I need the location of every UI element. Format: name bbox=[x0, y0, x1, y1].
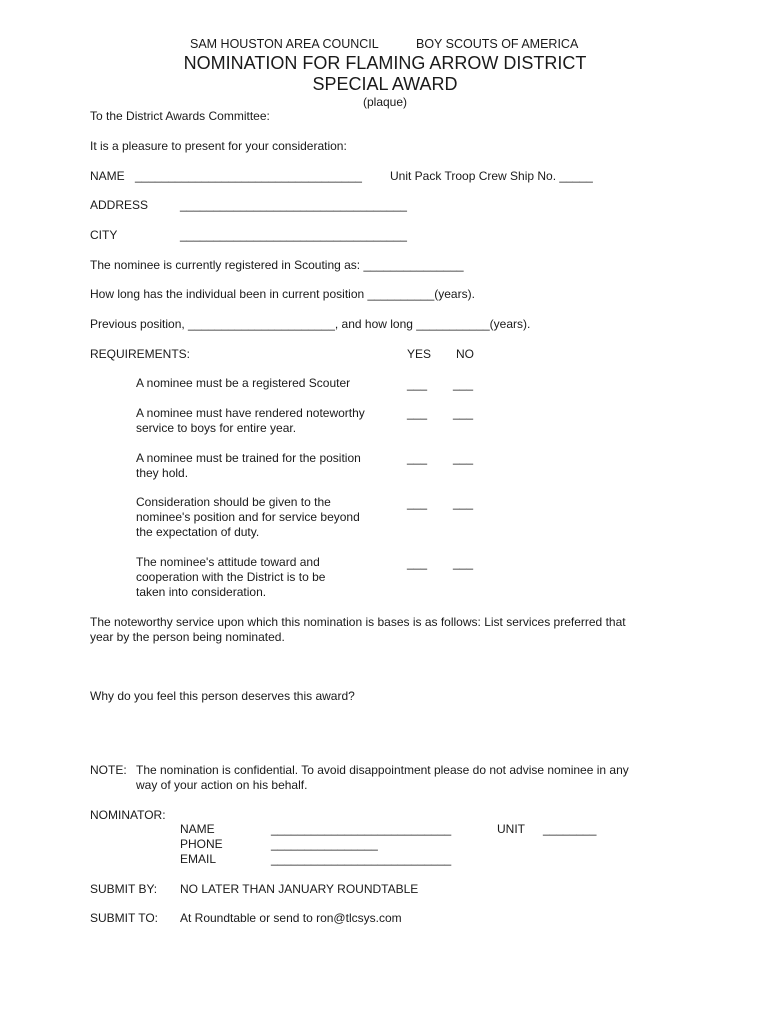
requirement-text: The nominee's attitude toward and bbox=[136, 555, 320, 569]
requirement-text: they hold. bbox=[136, 466, 189, 480]
requirement-text: A nominee must have rendered noteworthy bbox=[136, 406, 365, 420]
unit-type-options[interactable]: Unit Pack Troop Crew Ship No. _____ bbox=[390, 169, 593, 183]
nominator-phone-label: PHONE bbox=[180, 837, 223, 851]
service-description: year by the person being nominated. bbox=[90, 630, 285, 644]
form-title-line2: SPECIAL AWARD bbox=[312, 74, 458, 94]
requirement-text: Consideration should be given to the bbox=[136, 495, 331, 509]
registered-as-line[interactable]: The nominee is currently registered in Scouting as: _______________ bbox=[90, 258, 464, 272]
nominator-name-label: NAME bbox=[180, 822, 215, 836]
service-description: The noteworthy service upon which this nomination is bases is as follows: List services preferred that bbox=[90, 615, 626, 629]
requirements-label: REQUIREMENTS: bbox=[90, 347, 191, 361]
nominator-email-blank[interactable]: ___________________________ bbox=[271, 852, 452, 866]
nominator-phone-blank[interactable]: ________________ bbox=[271, 837, 378, 851]
requirement-text: the expectation of duty. bbox=[136, 525, 260, 539]
nominator-name-blank[interactable]: ___________________________ bbox=[271, 822, 452, 836]
yes-column-header: YES bbox=[407, 347, 432, 361]
requirement-text: nominee's position and for service beyond bbox=[136, 510, 360, 524]
no-blank[interactable]: ___ bbox=[453, 451, 474, 465]
city-blank[interactable]: __________________________________ bbox=[180, 228, 407, 242]
requirement-text: A nominee must be a registered Scouter bbox=[136, 376, 351, 390]
no-blank[interactable]: ___ bbox=[453, 406, 474, 420]
yes-blank[interactable]: ___ bbox=[407, 496, 428, 510]
requirement-text: taken into consideration. bbox=[136, 585, 267, 599]
form-subtitle: (plaque) bbox=[362, 95, 408, 109]
nominator-unit-label: UNIT bbox=[497, 822, 525, 836]
yes-blank[interactable]: ___ bbox=[407, 451, 428, 465]
salutation: To the District Awards Committee: bbox=[90, 109, 270, 123]
submit-by-label: SUBMIT BY: bbox=[90, 882, 158, 896]
nominator-label: NOMINATOR: bbox=[90, 808, 166, 822]
why-question: Why do you feel this person deserves this award? bbox=[90, 689, 355, 703]
name-label: NAME bbox=[90, 169, 125, 183]
no-column-header: NO bbox=[456, 347, 474, 361]
form-title-line1: NOMINATION FOR FLAMING ARROW DISTRICT bbox=[183, 53, 587, 73]
requirement-text: service to boys for entire year. bbox=[136, 421, 297, 435]
requirement-text: A nominee must be trained for the position bbox=[136, 451, 361, 465]
council-name: SAM HOUSTON AREA COUNCIL bbox=[190, 37, 379, 51]
submit-to-value: At Roundtable or send to ron@tlcsys.com bbox=[180, 911, 402, 925]
nominator-email-label: EMAIL bbox=[180, 852, 217, 866]
city-label: CITY bbox=[90, 228, 118, 242]
submit-by-value: NO LATER THAN JANUARY ROUNDTABLE bbox=[180, 882, 419, 896]
no-blank[interactable]: ___ bbox=[453, 496, 474, 510]
nominator-unit-blank[interactable]: ________ bbox=[543, 822, 597, 836]
organization-name: BOY SCOUTS OF AMERICA bbox=[416, 37, 579, 51]
note-text: way of your action on his behalf. bbox=[136, 778, 308, 792]
yes-blank[interactable]: ___ bbox=[407, 556, 428, 570]
no-blank[interactable]: ___ bbox=[453, 556, 474, 570]
intro-sentence: It is a pleasure to present for your consideration: bbox=[90, 139, 347, 153]
no-blank[interactable]: ___ bbox=[453, 377, 474, 391]
name-blank[interactable]: __________________________________ bbox=[135, 169, 362, 183]
address-blank[interactable]: __________________________________ bbox=[180, 198, 407, 212]
previous-position-line[interactable]: Previous position, ______________________, and how long ___________(years). bbox=[90, 317, 531, 331]
note-text: The nomination is confidential. To avoid disappointment please do not advise nominee in any bbox=[136, 763, 629, 777]
address-label: ADDRESS bbox=[90, 198, 149, 212]
yes-blank[interactable]: ___ bbox=[407, 377, 428, 391]
yes-blank[interactable]: ___ bbox=[407, 406, 428, 420]
requirement-text: cooperation with the District is to be bbox=[136, 570, 326, 584]
current-position-line[interactable]: How long has the individual been in current position __________(years). bbox=[90, 287, 475, 301]
note-label: NOTE: bbox=[90, 763, 127, 777]
submit-to-label: SUBMIT TO: bbox=[90, 911, 159, 925]
